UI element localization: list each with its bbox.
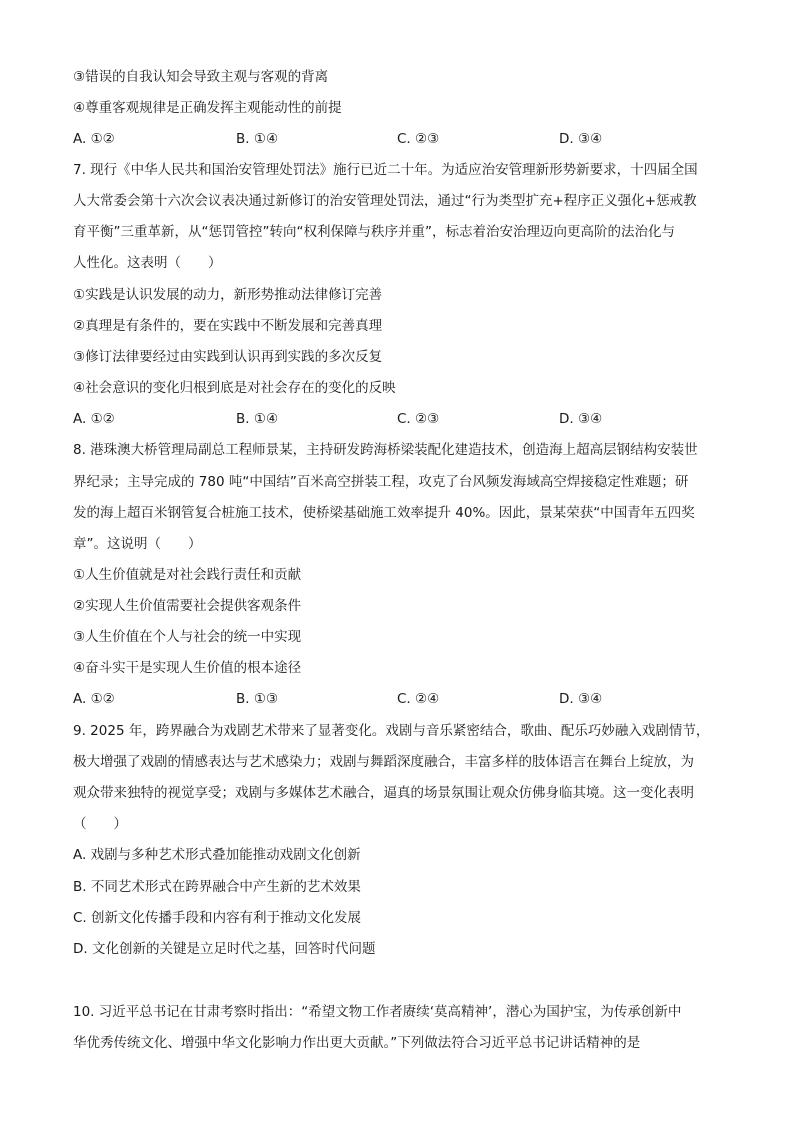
q8-item-2: ②实现人生价值需要社会提供客观条件 [73,598,302,614]
q7-option-b[interactable]: B. ①④ [236,411,279,427]
q8-item-4: ④奋斗实干是实现人生价值的根本途径 [73,660,302,676]
q7-item-1: ①实践是认识发展的动力，新形势推动法律修订完善 [73,287,383,303]
q9-option-b[interactable]: B. 不同艺术形式在跨界融合中产生新的艺术效果 [73,879,361,895]
q8-stem-line-3: 发的海上超百米钢管复合桩施工技术，使桥梁基础施工效率提升 40%。因此，景某荣获“中国青年五四奖 [73,505,695,521]
q7-stem-line-4: 人性化。这表明（ ） [73,255,222,271]
q8-option-b[interactable]: B. ①③ [236,691,279,707]
q7-option-d[interactable]: D. ③④ [559,411,603,427]
q8-option-d[interactable]: D. ③④ [559,691,603,707]
q10-stem-line-1: 10. 习近平总书记在甘肃考察时指出：“希望文物工作者赓续‘莫高精神’，潜心为国护宝，为传承创新中 [73,1004,682,1020]
q9-option-c[interactable]: C. 创新文化传播手段和内容有利于推动文化发展 [73,910,362,926]
q8-option-a[interactable]: A. ①② [73,691,115,707]
q7-stem-line-1: 7. 现行《中华人民共和国治安管理处罚法》施行已近二十年。为适应治安管理新形势新要求，十四届全国 [73,162,698,178]
q6-option-c[interactable]: C. ②③ [397,131,440,147]
q9-stem-line-1: 9. 2025 年，跨界融合为戏剧艺术带来了显著变化。戏剧与音乐紧密结合，歌曲、配乐巧妙融入戏剧情节， [73,723,710,739]
q9-stem-line-3: 观众带来独特的视觉享受；戏剧与多媒体艺术融合，逼真的场景氛围让观众仿佛身临其境。这一变化表明 [73,785,694,801]
q7-option-c[interactable]: C. ②③ [397,411,440,427]
q8-stem-line-4: 章”。这说明（ ） [73,536,202,552]
q9-option-d[interactable]: D. 文化创新的关键是立足时代之基，回答时代问题 [73,941,376,957]
q8-option-c[interactable]: C. ②④ [397,691,440,707]
q9-option-a[interactable]: A. 戏剧与多种艺术形式叠加能推动戏剧文化创新 [73,847,361,863]
q7-item-2: ②真理是有条件的，要在实践中不断发展和完善真理 [73,318,383,334]
q6-item-4: ④尊重客观规律是正确发挥主观能动性的前提 [73,100,342,116]
q10-stem-line-2: 华优秀传统文化、增强中华文化影响力作出更大贡献。”下列做法符合习近平总书记讲话精神的是 [73,1035,641,1051]
q6-option-b[interactable]: B. ①④ [236,131,279,147]
q9-stem-line-2: 极大增强了戏剧的情感表达与艺术感染力；戏剧与舞蹈深度融合，丰富多样的肢体语言在舞台上绽放，为 [73,754,694,770]
q6-option-a[interactable]: A. ①② [73,131,115,147]
q8-item-1: ①人生价值就是对社会践行责任和贡献 [73,567,302,583]
q7-option-a[interactable]: A. ①② [73,411,115,427]
q6-item-3: ③错误的自我认知会导致主观与客观的背离 [73,69,329,85]
q7-stem-line-2: 人大常委会第十六次会议表决通过新修订的治安管理处罚法，通过“行为类型扩充+程序正义强化+惩戒教 [73,193,697,209]
q7-item-4: ④社会意识的变化归根到底是对社会存在的变化的反映 [73,380,396,396]
q7-stem-line-3: 育平衡”三重革新，从“惩罚管控”转向“权利保障与秩序并重”，标志着治安治理迈向更高阶的法治化与 [73,224,675,240]
q7-item-3: ③修订法律要经过由实践到认识再到实践的多次反复 [73,349,383,365]
q8-item-3: ③人生价值在个人与社会的统一中实现 [73,629,302,645]
q6-option-d[interactable]: D. ③④ [559,131,603,147]
q8-stem-line-2: 界纪录；主导完成的 780 吨“中国结”百米高空拼装工程，攻克了台风频发海域高空焊接稳定性难题；研 [73,474,689,490]
q9-stem-line-4: （ ） [73,816,127,832]
q8-stem-line-1: 8. 港珠澳大桥管理局副总工程师景某，主持研发跨海桥梁装配化建造技术，创造海上超高层钢结构安装世 [73,442,698,458]
